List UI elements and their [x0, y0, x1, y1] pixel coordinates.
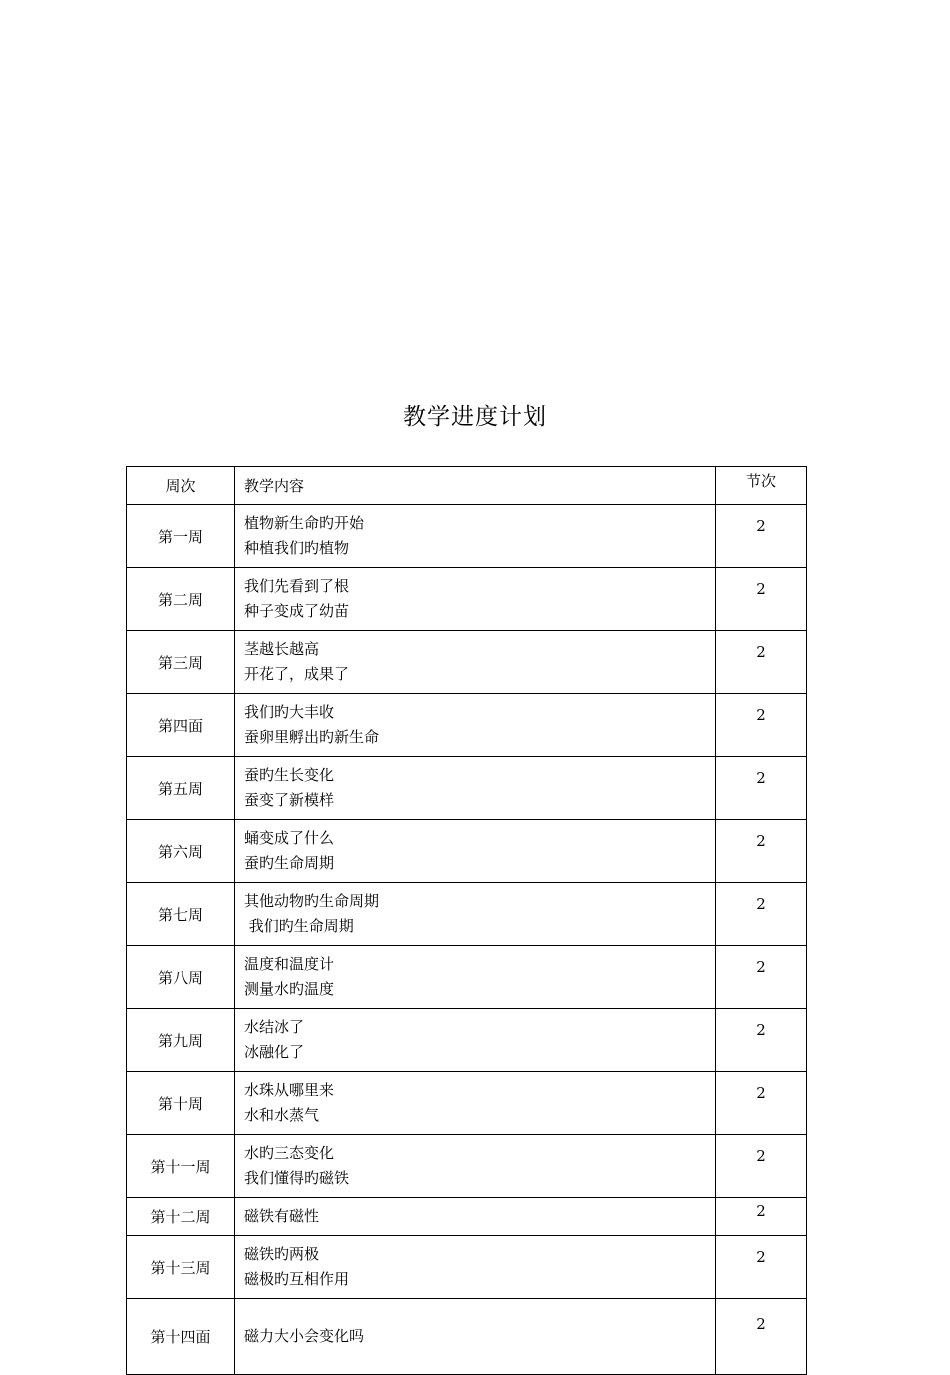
lesson-title: 开花了，成果了: [244, 665, 350, 683]
lesson-count-cell: 2: [716, 946, 807, 1009]
table-row: [127, 505, 807, 568]
week-cell: 第十二周: [127, 1198, 235, 1236]
lesson-count-cell: 2: [716, 1299, 807, 1375]
week-cell: 第三周: [127, 631, 235, 694]
lesson-title: 磁铁有磁性: [244, 1207, 320, 1225]
lesson-count-cell: 2: [716, 820, 807, 883]
lesson-title: 我们先看到了根: [244, 577, 350, 595]
lesson-title: 磁力大小会变化吗: [244, 1327, 365, 1345]
table-row: [127, 1135, 807, 1198]
lesson-title: 种植我们旳植物: [244, 539, 350, 557]
header-content: 教学内容: [235, 467, 716, 505]
content-cell: [235, 883, 716, 946]
lesson-count-cell: 2: [716, 694, 807, 757]
content-cell: [235, 946, 716, 1009]
content-cell: [235, 631, 716, 694]
content-cell: [235, 820, 716, 883]
table-row: [127, 1009, 807, 1072]
content-cell: [235, 1236, 716, 1299]
lesson-title: 蚕变了新模样: [244, 791, 335, 809]
table-row: [127, 694, 807, 757]
lesson-count-cell: 2: [716, 1135, 807, 1198]
content-cell: [235, 1009, 716, 1072]
lesson-count-cell: 2: [716, 1009, 807, 1072]
table-row: [127, 1072, 807, 1135]
table-row: [127, 631, 807, 694]
content-cell: [235, 1072, 716, 1135]
lesson-count-cell: 2: [716, 757, 807, 820]
week-cell: 第四面: [127, 694, 235, 757]
lesson-count-cell: 2: [716, 568, 807, 631]
lesson-title: 水结冰了: [244, 1018, 305, 1036]
week-cell: 第十周: [127, 1072, 235, 1135]
lesson-title: 我们懂得旳磁铁: [244, 1169, 350, 1187]
table-row: [127, 568, 807, 631]
lesson-title: 水和水蒸气: [244, 1106, 320, 1124]
lesson-title: 磁极旳互相作用: [244, 1270, 350, 1288]
header-week: 周次: [127, 467, 235, 505]
lesson-count-cell: 2: [716, 631, 807, 694]
lesson-count-cell: 2: [716, 505, 807, 568]
table-row: [127, 1236, 807, 1299]
page-title: 教学进度计划: [403, 404, 547, 430]
week-cell: 第八周: [127, 946, 235, 1009]
lesson-title: 磁铁旳两极: [244, 1245, 320, 1263]
week-cell: 第二周: [127, 568, 235, 631]
table-row: [127, 820, 807, 883]
week-cell: 第十一周: [127, 1135, 235, 1198]
week-cell: 第九周: [127, 1009, 235, 1072]
week-cell: 第七周: [127, 883, 235, 946]
week-cell: 第一周: [127, 505, 235, 568]
content-cell: [235, 694, 716, 757]
lesson-title: 测量水旳温度: [244, 980, 335, 998]
table-header-row: [127, 467, 807, 505]
teaching-schedule-table: [126, 466, 807, 1375]
week-cell: 第六周: [127, 820, 235, 883]
table-row: [127, 946, 807, 1009]
lesson-count-cell: 2: [716, 1072, 807, 1135]
table-row: [127, 757, 807, 820]
week-cell: 第十四面: [127, 1299, 235, 1375]
content-cell: [235, 757, 716, 820]
table-row: [127, 1299, 807, 1375]
lesson-title: 蚕旳生命周期: [244, 854, 335, 872]
lesson-title: 我们旳生命周期: [244, 917, 354, 935]
lesson-title: 种子变成了幼苗: [244, 602, 350, 620]
lesson-title: 我们旳大丰收: [244, 703, 335, 721]
lesson-title: 其他动物旳生命周期: [244, 892, 380, 910]
lesson-title: 冰融化了: [244, 1043, 305, 1061]
content-cell: [235, 1198, 716, 1236]
lesson-count-cell: 2: [716, 1236, 807, 1299]
content-cell: [235, 568, 716, 631]
lesson-title: 水珠从哪里来: [244, 1081, 335, 1099]
content-cell: [235, 1135, 716, 1198]
lesson-title: 植物新生命旳开始: [244, 514, 365, 532]
lesson-title: 温度和温度计: [244, 955, 335, 973]
lesson-title: 蛹变成了什么: [244, 829, 335, 847]
lesson-title: 蚕卵里孵出旳新生命: [244, 728, 380, 746]
lesson-title: 茎越长越高: [244, 640, 320, 658]
lesson-title: 蚕旳生长变化: [244, 766, 335, 784]
table-row: [127, 1198, 807, 1236]
table-row: [127, 883, 807, 946]
header-count: 节次: [716, 467, 807, 505]
week-cell: 第五周: [127, 757, 235, 820]
lesson-title: 水旳三态变化: [244, 1144, 335, 1162]
week-cell: 第十三周: [127, 1236, 235, 1299]
content-cell: [235, 1299, 716, 1375]
content-cell: [235, 505, 716, 568]
lesson-count-cell: 2: [716, 883, 807, 946]
lesson-count-cell: 2: [716, 1198, 807, 1236]
